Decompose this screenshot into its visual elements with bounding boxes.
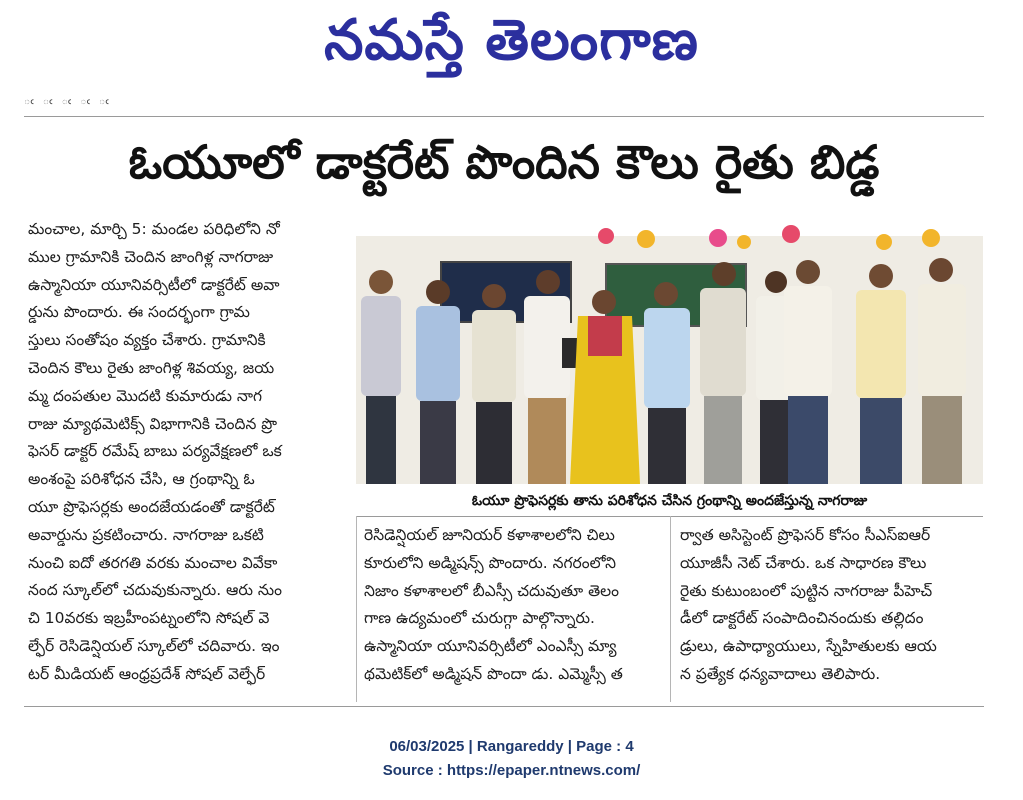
article-column-middle (364, 522, 664, 689)
top-rule (24, 116, 984, 117)
article-column-left (28, 216, 350, 689)
edition-info: 06/03/2025 | Rangareddy | Page : 4 (389, 738, 634, 755)
article-text-line: ముల గ్రామానికి చెందిన జాంగిళ్ల నాగరాజు (28, 247, 274, 266)
article-text-line: నిజాం కళాశాలలో బీఎస్సీ చదువుతూ తెలం (364, 581, 619, 600)
article-text-line: ఉస్మానియా యూనివర్సిటీలో ఎంఎస్సీ మ్యా (364, 637, 617, 656)
article-text-line: రాజు మ్యాథమెటిక్స్ విభాగానికి చెందిన ప్రొ (28, 414, 278, 433)
article-text-line: నుంచి ఐదో తరగతి వరకు మంచాల వివేకా (28, 553, 278, 572)
article-text-line: మంచాల, మార్చి 5: మండల పరిధిలోని నో (28, 220, 280, 238)
article-text-line: కూరులోని అడ్మిషన్స్ పొందారు. నగరంలోని (364, 553, 617, 572)
article-text-line: న ప్రత్యేక ధన్యవాదాలు తెలిపారు. (680, 664, 881, 683)
source-link[interactable]: Source : https://epaper.ntnews.com/ (382, 762, 641, 779)
article-text-line: రైతు కుటుంబంలో పుట్టిన నాగరాజు పీహెచ్ (680, 581, 933, 600)
article-text-line: డీలో డాక్టరేట్ సంపాదించినందుకు తల్లిదం (680, 609, 924, 628)
article-text-line: థమెటిక్‌లో అడ్మిషన్ పొందా డు. ఎమ్మెస్సీ త (364, 664, 623, 683)
photo-caption: ఓయూ ప్రొఫెసర్లకు తాను పరిశోధన చేసిన గ్రంథాన్ని అందజేస్తున్న నాగరాజు (471, 493, 868, 509)
article-text-line: గాణ ఉద్యమంలో చురుగ్గా పాల్గొన్నారు. (364, 609, 595, 628)
column-divider-1 (356, 516, 357, 702)
article-headline: ఓయూలో డాక్టరేట్ పొందిన కౌలు రైతు బిడ్డ (128, 135, 880, 189)
article-text-line: యూ ప్రొఫెసర్లకు అందజేయడంతో డాక్టరేట్ (28, 497, 275, 516)
column-divider-2 (670, 516, 671, 702)
article-text-line: ర్డును పొందారు. ఈ సందర్భంగా గ్రామ (28, 303, 250, 322)
article-column-right (680, 522, 980, 689)
newspaper-masthead: నమస్తే తెలంగాణ (324, 8, 699, 73)
article-text-line: చి 10వరకు ఇబ్రహీంపట్నంలోని సోషల్ వె (28, 609, 270, 628)
article-text-line: టర్ మీడియట్ ఆంధ్రప్రదేశ్ సోషల్ వెల్ఫేర్ (28, 664, 266, 683)
article-text-line: యూజీసీ నెట్ చేశారు. ఒక సాధారణ కౌలు (680, 553, 927, 572)
article-text-line: అవార్డును ప్రకటించారు. నాగరాజు ఒకటి (28, 525, 264, 544)
article-text-line: నంద స్కూల్‌లో చదువుకున్నారు. ఆరు నుం (28, 581, 283, 600)
article-text-line: ఫెసర్ డాక్టర్ రమేష్ బాబు పర్యవేక్షణలో ఒక (28, 442, 282, 461)
cropped-previous-text: ఁ ఁ ఁ ఁ ఁ (24, 94, 115, 107)
article-photo (356, 214, 983, 484)
article-text-line: మ్మ దంపతుల మొదటి కుమారుడు నాగ (28, 386, 263, 405)
article-text-line: ల్ఫేర్ రెసిడెన్షియల్ స్కూల్‌లో చదివారు. ఇం (28, 636, 280, 655)
article-text-line: ఉస్మానియా యూనివర్సిటీలో డాక్టరేట్ అవా (28, 275, 280, 294)
article-text-line: డ్రులు, ఉపాధ్యాయులు, స్నేహితులకు ఆయ (680, 637, 937, 656)
bottom-rule (24, 706, 984, 707)
article-text-line: అంశంపై పరిశోధన చేసి, ఆ గ్రంథాన్ని ఓ (28, 470, 255, 489)
article-text-line: చెందిన కౌలు రైతు జాంగిళ్ల శివయ్య, జయ (28, 358, 275, 377)
article-text-line: స్తులు సంతోషం వ్యక్తం చేశారు. గ్రామానికి (28, 331, 266, 350)
group-photo-illustration (356, 214, 983, 484)
article-text-line: రెసిడెన్షియల్ జూనియర్ కళాశాలలోని చిలు (364, 526, 615, 544)
article-text-line: ర్వాత అసిస్టెంట్ ప్రొఫెసర్ కోసం సీఎస్ఐఆర్ (680, 526, 931, 544)
